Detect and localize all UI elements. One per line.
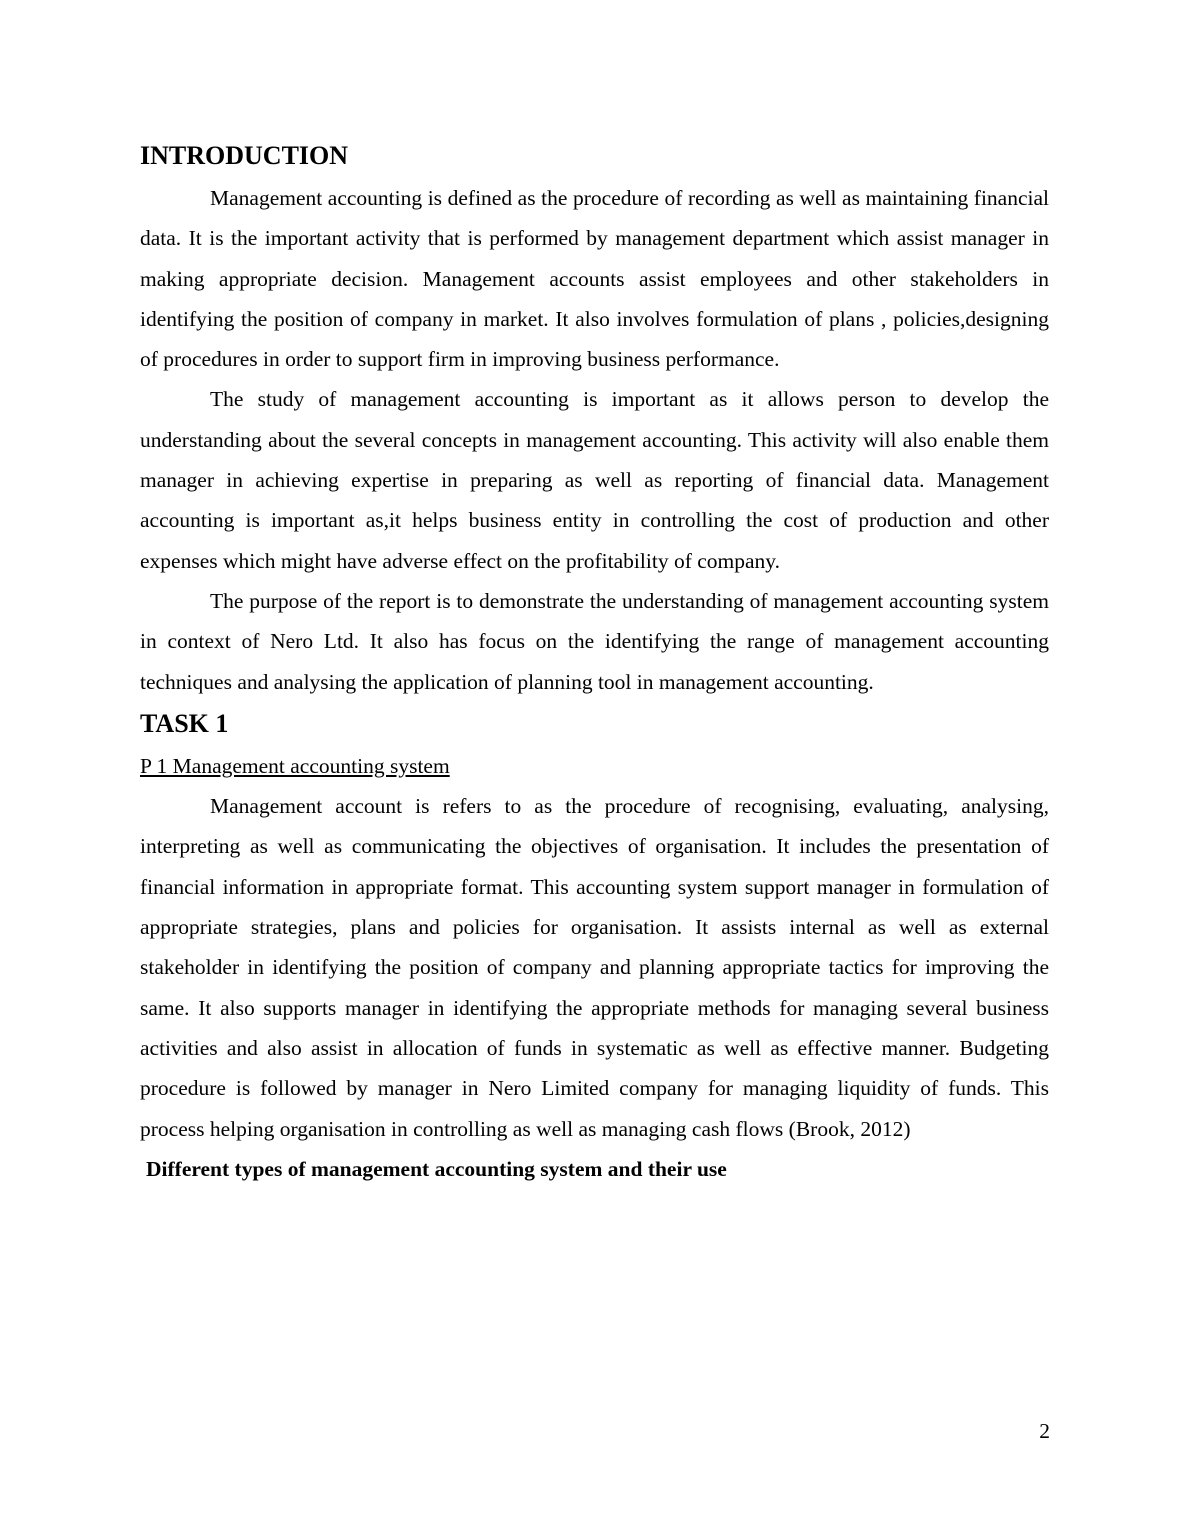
- task-1-paragraph: Management account is refers to as the procedure of recognising, evaluating, analysing, interpreting as well as communicating the objectives of organisation. It includes the presentation of financial information in appropriate format. This accounting system support manager in formulation of appropriate strategies, plans and policies for organisation. It assists internal as well as external stakeholder in identifying the position of company and planning appropriate tactics for improving the same. It also supports manager in identifying the appropriate methods for managing several business activities and also assist in allocation of funds in systematic as well as effective manner. Budgeting procedure is followed by manager in Nero Limited company for managing liquidity of funds. This process helping organisation in controlling as well as managing cash flows (Brook, 2012): [140, 794, 1049, 1141]
- task-1-heading: TASK 1: [140, 708, 229, 738]
- introduction-paragraph-3: The purpose of the report is to demonstrate the understanding of management accounting system in context of Nero Ltd. It also has focus on the identifying the range of management accounting techniques and analysing the application of planning tool in management accounting.: [140, 588, 1049, 694]
- introduction-paragraph-2: The study of management accounting is important as it allows person to develop the understanding about the several concepts in management accounting. This activity will also enable them manager in achieving expertise in preparing as well as reporting of financial data. Management accounting is important as,it helps business entity in controlling the cost of production and other expenses which might have adverse effect on the profitability of company.: [140, 387, 1049, 573]
- introduction-heading: INTRODUCTION: [140, 141, 349, 170]
- page-number: 2: [1039, 1419, 1050, 1443]
- p1-subheading: P 1 Management accounting system: [140, 753, 450, 778]
- introduction-paragraph-1: Management accounting is defined as the procedure of recording as well as maintaining financial data. It is the important activity that is performed by management department which assist manager in making appropriate decision. Management accounts assist employees and other stakeholders in identifying the position of company in market. It also involves formulation of plans , policies,designing of procedures in order to support firm in improving business performance.: [140, 186, 1049, 372]
- types-subheading: Different types of management accounting system and their use: [146, 1156, 727, 1181]
- page-content: [140, 138, 1049, 1189]
